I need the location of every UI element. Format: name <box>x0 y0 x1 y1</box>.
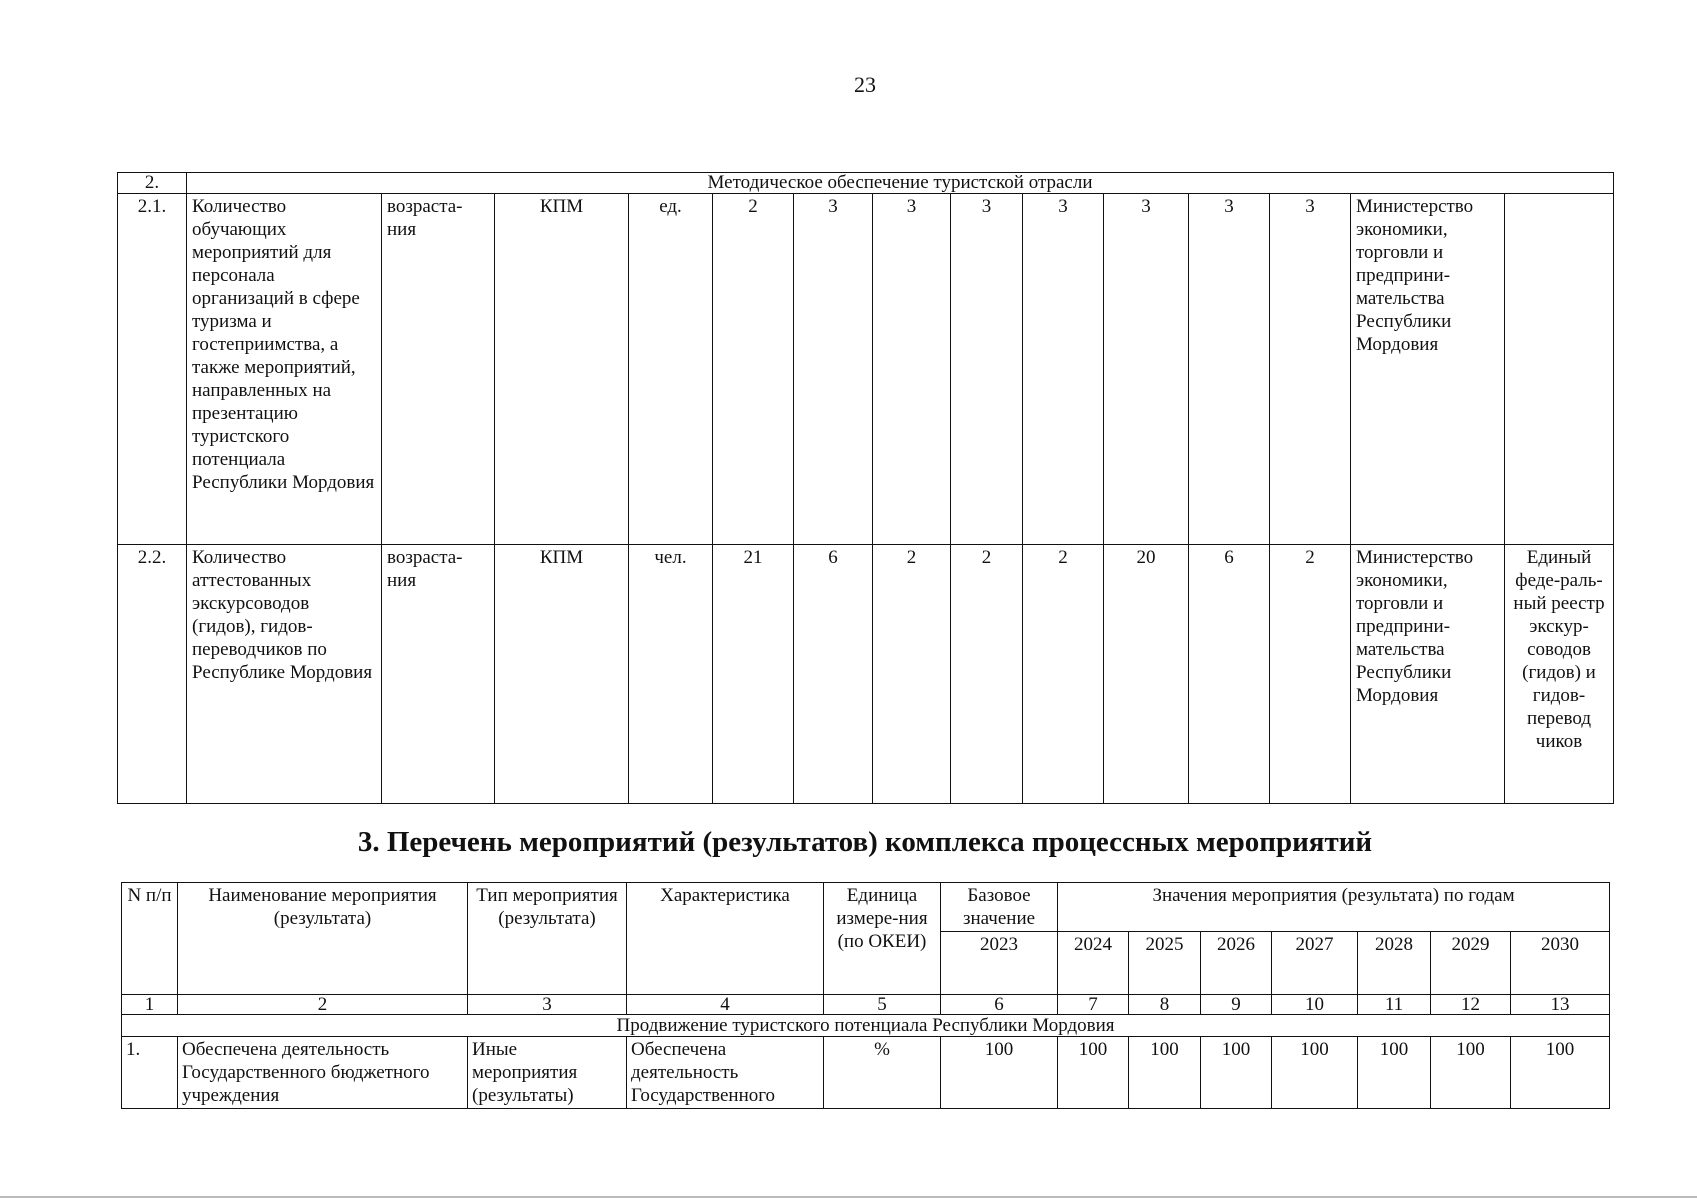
header-characteristic: Характеристика <box>627 883 824 995</box>
indicator-value: 20 <box>1104 545 1189 804</box>
column-number: 1 <box>122 995 178 1015</box>
indicator-value: 3 <box>1104 194 1189 545</box>
indicator-value: 2 <box>1270 545 1351 804</box>
activity-value: 100 <box>1358 1037 1431 1109</box>
header-year: 2030 <box>1511 932 1610 995</box>
activity-value: 100 <box>1272 1037 1358 1109</box>
activity-value: 100 <box>1129 1037 1201 1109</box>
indicator-value: 3 <box>1023 194 1104 545</box>
column-number: 9 <box>1201 995 1272 1015</box>
page-number: 23 <box>854 72 876 97</box>
indicator-value: 3 <box>794 194 873 545</box>
activity-name: Обеспечена деятельность Государственного бюджетного учреждения <box>178 1037 468 1109</box>
indicator-unit: ед. <box>629 194 713 545</box>
indicator-value: 6 <box>794 545 873 804</box>
activities-section-row <box>122 1015 1610 1037</box>
column-number: 3 <box>468 995 627 1015</box>
section-heading: 3. Перечень мероприятий (результатов) комплекса процессных мероприятий <box>357 826 1373 858</box>
column-number: 4 <box>627 995 824 1015</box>
table-row <box>118 194 1614 545</box>
indicator-value: 3 <box>1189 194 1270 545</box>
column-number: 12 <box>1431 995 1511 1015</box>
indicator-value: 6 <box>1189 545 1270 804</box>
column-number: 8 <box>1129 995 1201 1015</box>
column-number: 13 <box>1511 995 1610 1015</box>
section-number: 2. <box>118 173 187 194</box>
header-year: 2024 <box>1058 932 1129 995</box>
indicator-info-system <box>1505 194 1614 545</box>
indicator-value: 2 <box>713 194 794 545</box>
indicator-responsible: Министерство экономики, торговли и предприни-мательства Республики Мордовия <box>1351 545 1505 804</box>
indicator-value: 2 <box>873 545 951 804</box>
activity-unit: % <box>824 1037 941 1109</box>
column-number: 6 <box>941 995 1058 1015</box>
row-number: 2.1. <box>118 194 187 545</box>
header-row <box>122 883 1610 932</box>
section-title: Методическое обеспечение туристской отрасли <box>187 173 1614 194</box>
row-number: 2.2. <box>118 545 187 804</box>
activity-base-value: 100 <box>941 1037 1058 1109</box>
indicator-name: Количество аттестованных экскурсоводов (гидов), гидов-переводчиков по Республике Мордовия <box>187 545 382 804</box>
page-bottom-edge <box>0 1196 1697 1198</box>
indicators-table <box>117 172 1614 804</box>
activity-value: 100 <box>1511 1037 1610 1109</box>
activity-value: 100 <box>1058 1037 1129 1109</box>
activities-table <box>121 882 1610 1109</box>
indicator-direction: возраста-ния <box>382 545 495 804</box>
indicator-value: 2 <box>951 545 1023 804</box>
indicator-value: 3 <box>951 194 1023 545</box>
indicator-value: 3 <box>1270 194 1351 545</box>
indicator-value: 3 <box>873 194 951 545</box>
indicator-unit: чел. <box>629 545 713 804</box>
header-unit: Единица измере-ния (по ОКЕИ) <box>824 883 941 995</box>
header-year: 2027 <box>1272 932 1358 995</box>
indicator-info-system: Единый феде-раль-ный реестр экскур-соводов (гидов) и гидов-перевод чиков <box>1505 545 1614 804</box>
header-base: Базовое значение <box>941 883 1058 932</box>
table-row <box>118 545 1614 804</box>
header-name: Наименование мероприятия (результата) <box>178 883 468 995</box>
header-year: 2026 <box>1201 932 1272 995</box>
activity-type: Иные мероприятия (результаты) <box>468 1037 627 1109</box>
column-numbers-row <box>122 995 1610 1015</box>
header-year: 2025 <box>1129 932 1201 995</box>
indicator-level: КПМ <box>495 194 629 545</box>
indicator-responsible: Министерство экономики, торговли и предприни-мательства Республики Мордовия <box>1351 194 1505 545</box>
header-base-year: 2023 <box>941 932 1058 995</box>
indicator-direction: возраста-ния <box>382 194 495 545</box>
column-number: 11 <box>1358 995 1431 1015</box>
indicator-value: 21 <box>713 545 794 804</box>
activity-value: 100 <box>1201 1037 1272 1109</box>
column-number: 7 <box>1058 995 1129 1015</box>
activity-number: 1. <box>122 1037 178 1109</box>
activity-value: 100 <box>1431 1037 1511 1109</box>
indicator-level: КПМ <box>495 545 629 804</box>
column-number: 10 <box>1272 995 1358 1015</box>
header-year: 2029 <box>1431 932 1511 995</box>
header-num: N п/п <box>122 883 178 995</box>
indicator-value: 2 <box>1023 545 1104 804</box>
column-number: 5 <box>824 995 941 1015</box>
column-number: 2 <box>178 995 468 1015</box>
table-row <box>122 1037 1610 1109</box>
indicators-section-row <box>118 173 1614 194</box>
activities-section-title: Продвижение туристского потенциала Республики Мордовия <box>122 1015 1610 1037</box>
activity-characteristic: Обеспечена деятельность Государственного <box>627 1037 824 1109</box>
header-year: 2028 <box>1358 932 1431 995</box>
header-values-group: Значения мероприятия (результата) по годам <box>1058 883 1610 932</box>
header-type: Тип мероприятия (результата) <box>468 883 627 995</box>
indicator-name: Количество обучающих мероприятий для персонала организаций в сфере туризма и гостеприимства, а также мероприятий, направленных на презентацию туристского потенциала Республики Мордовия <box>187 194 382 545</box>
